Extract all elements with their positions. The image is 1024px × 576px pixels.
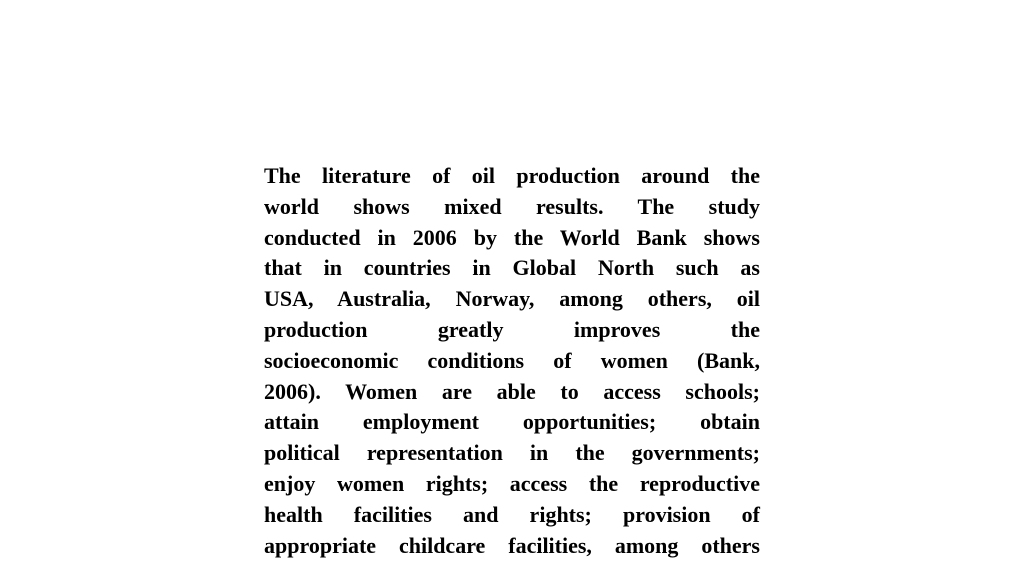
paragraph-line: production greatly improves the xyxy=(264,316,760,342)
paragraph-line: enjoy women rights; access the reproductive xyxy=(264,470,760,496)
paragraph-line: attain employment opportunities; obtain xyxy=(264,409,760,435)
body-paragraph xyxy=(264,161,760,561)
paragraph-line: socioeconomic conditions of women (Bank, xyxy=(264,347,760,373)
paragraph-line: world shows mixed results. The study xyxy=(264,193,760,219)
paragraph-line: conducted in 2006 by the World Bank shows xyxy=(264,224,760,250)
paragraph-line: The literature of oil production around the xyxy=(264,163,760,188)
paragraph-line: that in countries in Global North such as xyxy=(264,255,760,281)
paragraph-line: USA, Australia, Norway, among others, oil xyxy=(264,286,760,312)
paragraph-line: health facilities and rights; provision of xyxy=(264,501,760,527)
paragraph-line: 2006). Women are able to access schools; xyxy=(264,378,760,404)
paragraph-line: appropriate childcare facilities, among others xyxy=(264,532,760,558)
paragraph-line: political representation in the governments; xyxy=(264,440,760,466)
